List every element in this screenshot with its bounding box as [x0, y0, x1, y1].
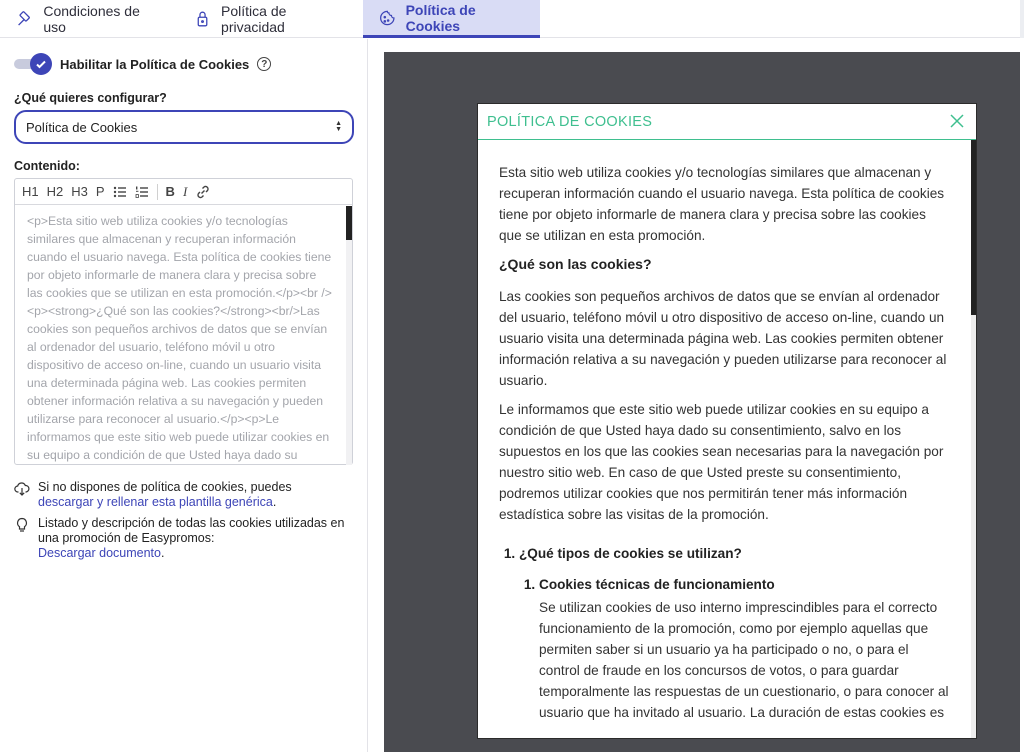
editor-code-area[interactable]: <p>Esta sitio web utiliza cookies y/o tecnologías similares que almacenan y recuperan información cuando el usuario navega. Esta política de cookies tiene por objeto informarle de manera clara y precisa sobre las cookies que se utilizan en esta promoción.</p><br /><p><strong>¿Qué son las cookies?</strong><br/>Las cookies son pequeños archivos de datos que se envían al ordenador del usuario, teléfono móvil u otro dispositivo de acceso on-line, cuando un usuario visita una determinada página web. Las cookies permiten obtener información relativa a su navegación y pueden utilizarse para reconocer al usuario.</p><p>Le informamos que este sitio web puede utilizar cookies en su equipo a condición de que Usted haya dado su — [27, 214, 332, 462]
modal-types-heading: ¿Qué tipos de cookies se utilizan? — [519, 546, 742, 561]
configure-select-value: Política de Cookies — [26, 119, 138, 135]
gavel-icon — [16, 10, 33, 28]
modal-types-list — [499, 543, 952, 723]
template-note-label: Si no dispones de política de cookies, puedes — [38, 480, 292, 494]
numbered-list-button[interactable] — [132, 181, 152, 203]
template-note-text — [38, 480, 292, 510]
lightbulb-icon — [14, 517, 30, 533]
list-note-end: . — [160, 546, 165, 560]
link-button[interactable] — [192, 181, 214, 203]
editor-toolbar — [15, 179, 352, 205]
editor-scrollbar[interactable] — [346, 206, 352, 465]
template-note — [14, 480, 359, 510]
list-note-label: Listado y descripción de todas las cookies utilizadas en una promoción de Easypromos: — [38, 516, 345, 545]
modal-what-paragraph: Las cookies son pequeños archivos de datos que se envían al ordenador del usuario, teléfono móvil u otro dispositivo de acceso on-line, cuando un usuario visita una determinada página web. Las cookies permiten obtener información relativa a su navegación y pueden utilizarse para reconocer al usuario. — [499, 289, 947, 388]
cloud-download-icon — [14, 481, 30, 497]
close-icon[interactable] — [948, 112, 966, 130]
modal-scrollbar[interactable] — [971, 140, 976, 738]
modal-technical-heading: 1. Cookies técnicas de funcionamiento — [539, 577, 775, 592]
check-icon — [35, 58, 47, 70]
link-icon — [195, 184, 211, 200]
h3-button[interactable]: H3 — [71, 184, 88, 199]
download-document-link[interactable]: Descargar documento — [38, 546, 161, 560]
bullet-list-button[interactable] — [110, 181, 130, 203]
cookies-modal — [477, 103, 977, 739]
h1-button[interactable]: H1 — [22, 184, 39, 199]
h2-button[interactable]: H2 — [46, 184, 64, 199]
modal-body — [478, 140, 972, 738]
lock-icon — [194, 10, 211, 28]
select-arrows-icon: ▲ ▼ — [335, 120, 342, 133]
tab-cookies[interactable] — [363, 0, 540, 38]
paragraph-button[interactable]: P — [95, 184, 105, 199]
modal-heading-what: ¿Qué son las cookies? — [499, 256, 652, 272]
tab-terms-label: Condiciones de uso — [43, 3, 140, 35]
enable-cookies-row — [14, 53, 271, 75]
toolbar-separator — [157, 184, 158, 200]
tab-privacy-label: Política de privacidad — [221, 3, 287, 35]
modal-scroll-thumb[interactable] — [971, 140, 976, 315]
toggle-knob — [30, 53, 52, 75]
list-note — [14, 516, 359, 561]
content-editor — [14, 178, 353, 465]
template-download-link[interactable]: descargar y rellenar esta plantilla genérica — [38, 495, 273, 509]
modal-types-sublist — [519, 574, 952, 723]
enable-cookies-label: Habilitar la Política de Cookies — [60, 56, 250, 72]
settings-panel — [0, 39, 368, 752]
modal-types-item — [519, 543, 952, 723]
enable-cookies-toggle[interactable] — [14, 53, 52, 75]
configure-select[interactable] — [14, 110, 354, 144]
cookie-icon — [379, 9, 396, 27]
tab-cookies-label: Política de Cookies — [405, 1, 476, 34]
modal-technical-item — [539, 574, 952, 723]
help-icon[interactable]: ? — [257, 57, 271, 71]
list-note-text — [38, 516, 359, 561]
numbered-list-icon — [135, 185, 149, 199]
italic-button[interactable]: I — [182, 183, 188, 199]
tab-bar-edge — [1020, 0, 1024, 38]
tab-terms[interactable] — [0, 0, 178, 38]
tab-privacy[interactable] — [178, 0, 363, 38]
bold-button[interactable]: B — [165, 184, 175, 199]
modal-header — [478, 104, 976, 140]
modal-technical-text: Se utilizan cookies de uso interno imprescindibles para el correcto funcionamiento de la promoción, como por ejemplo aquellas que permiten saber si un usuario ya ha participado o no, o para el control de fraude en los concursos de votos, o para guardar temporalmente las respuestas de un cuestionario, o para conocer al usuario que ha invitado al usuario. La duración de estas cookies es — [539, 600, 949, 720]
modal-intro-paragraph: Esta sitio web utiliza cookies y/o tecnologías similares que almacenan y recuperan información cuando el usuario navega. Esta política de cookies tiene por objeto informarle de manera clara y precisa sobre las cookies que se utilizan en esta promoción. — [499, 165, 945, 243]
tab-bar — [0, 0, 1024, 38]
configure-label: ¿Qué quieres configurar? — [14, 91, 167, 105]
modal-consent-paragraph: Le informamos que este sitio web puede utilizar cookies en su equipo a condición de que Usted haya dado su consentimiento, salvo en los supuestos en los que las cookies sean necesarias para la navegación por nuestro sitio web. En caso de que Usted preste su consentimiento, podremos utilizar cookies que nos permitirán tener más información estadística sobre las visitas de la promoción. — [499, 402, 944, 522]
bullet-list-icon — [113, 185, 127, 199]
template-note-end: . — [272, 495, 277, 509]
modal-title: POLÍTICA DE COOKIES — [487, 113, 653, 130]
content-label: Contenido: — [14, 159, 80, 173]
editor-scroll-thumb[interactable] — [346, 206, 352, 240]
